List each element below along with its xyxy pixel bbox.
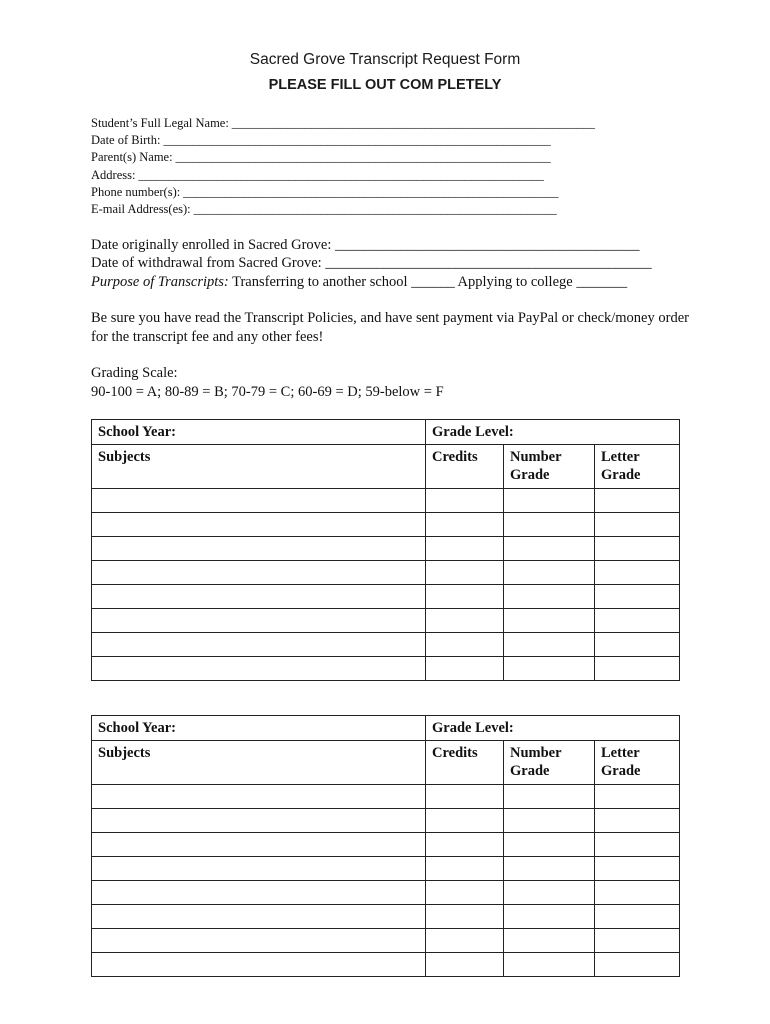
credits-cell[interactable] [426,809,504,833]
number-grade-cell[interactable] [504,785,595,809]
email-line[interactable]: ____________________________________________________________ [190,201,557,216]
table-row [92,657,680,681]
credits-cell[interactable] [426,881,504,905]
credits-cell[interactable] [426,785,504,809]
subject-cell[interactable] [92,537,426,561]
enrolled-date-line[interactable]: __________________________________________ [331,237,640,253]
credits-cell[interactable] [426,929,504,953]
subject-cell[interactable] [92,929,426,953]
letter-grade-cell[interactable] [595,785,680,809]
letter-grade-cell[interactable] [595,561,680,585]
number-grade-header-line2: Grade [510,763,550,779]
letter-grade-cell[interactable] [595,537,680,561]
enrolled-date-field[interactable] [91,236,691,254]
number-grade-cell[interactable] [504,489,595,513]
letter-grade-header-line2: Grade [601,763,641,779]
credits-cell[interactable] [426,537,504,561]
subject-cell[interactable] [92,561,426,585]
table-row [92,561,680,585]
number-grade-cell[interactable] [504,633,595,657]
subject-cell[interactable] [92,633,426,657]
table-row [92,809,680,833]
letter-grade-cell[interactable] [595,585,680,609]
grading-scale-values: 90-100 = A; 80-89 = B; 70-79 = C; 60-69 = D; 59-below = F [91,383,444,400]
letter-grade-cell[interactable] [595,609,680,633]
table-row [92,953,680,977]
number-grade-cell[interactable] [504,609,595,633]
letter-grade-cell[interactable] [595,489,680,513]
subjects-header: Subjects [92,445,426,489]
table-row [92,633,680,657]
letter-grade-cell[interactable] [595,929,680,953]
subject-cell[interactable] [92,809,426,833]
credits-cell[interactable] [426,657,504,681]
date-of-birth-label: Date of Birth: [91,133,161,148]
number-grade-cell[interactable] [504,857,595,881]
credits-cell[interactable] [426,905,504,929]
table-row [92,513,680,537]
student-name-field[interactable] [91,115,681,132]
credits-header: Credits [426,741,504,785]
form-subtitle: PLEASE FILL OUT COM PLETELY [268,77,502,93]
letter-grade-cell[interactable] [595,881,680,905]
purpose-label: Purpose of Transcripts: [91,273,229,290]
letter-grade-header [595,741,680,785]
number-grade-cell[interactable] [504,585,595,609]
table-row [92,537,680,561]
letter-grade-cell[interactable] [595,833,680,857]
subject-cell[interactable] [92,833,426,857]
credits-cell[interactable] [426,489,504,513]
table-row [92,905,680,929]
table-row [92,785,680,809]
purpose-field[interactable] [91,273,691,291]
number-grade-header-line1: Number [510,449,562,465]
number-grade-cell[interactable] [504,953,595,977]
table-row [92,609,680,633]
number-grade-cell[interactable] [504,657,595,681]
number-grade-cell[interactable] [504,881,595,905]
school-year-label: School Year: [98,720,176,736]
letter-grade-header [595,445,680,489]
table-row [92,489,680,513]
credits-cell[interactable] [426,513,504,537]
number-grade-cell[interactable] [504,905,595,929]
letter-grade-header-line2: Grade [601,467,641,483]
number-grade-cell[interactable] [504,809,595,833]
credits-cell[interactable] [426,609,504,633]
table-column-header-row [92,445,680,489]
student-name-line[interactable]: ____________________________________________________________ [228,116,595,130]
credits-cell[interactable] [426,833,504,857]
letter-grade-cell[interactable] [595,809,680,833]
grade-level-cell[interactable] [426,420,680,445]
number-grade-cell[interactable] [504,561,595,585]
table-row [92,881,680,905]
school-year-cell[interactable] [92,420,426,445]
credits-cell[interactable] [426,857,504,881]
credits-cell[interactable] [426,561,504,585]
subject-cell[interactable] [92,785,426,809]
grades-table-1 [91,419,680,681]
letter-grade-header-line1: Letter [601,449,640,465]
letter-grade-cell[interactable] [595,905,680,929]
table-row [92,857,680,881]
withdrawal-date-field[interactable] [91,254,691,272]
subject-cell[interactable] [92,585,426,609]
credits-cell[interactable] [426,585,504,609]
grades-table-2 [91,715,680,977]
credits-header: Credits [426,445,504,489]
table-header-row [92,420,680,445]
address-label: Address: [91,167,136,182]
subject-cell[interactable] [92,905,426,929]
letter-grade-cell[interactable] [595,953,680,977]
subject-cell[interactable] [92,489,426,513]
withdrawal-date-label: Date of withdrawal from Sacred Grove: [91,255,322,272]
subject-cell[interactable] [92,881,426,905]
grading-scale-label: Grading Scale: [91,365,178,381]
enrolled-date-label: Date originally enrolled in Sacred Grove: [91,237,332,253]
student-name-label: Student’s Full Legal Name: [91,116,229,130]
form-title: Sacred Grove Transcript Request Form [249,51,521,68]
subjects-header: Subjects [92,741,426,785]
number-grade-header [504,741,595,785]
parent-name-field[interactable] [91,149,681,166]
email-label: E-mail Address(es): [91,201,191,216]
number-grade-header [504,445,595,489]
grade-level-label: Grade Level: [432,720,514,736]
subject-cell[interactable] [92,513,426,537]
grade-level-label: Grade Level: [432,424,514,440]
address-line[interactable]: ___________________________________________________________________ [135,167,544,182]
school-year-label: School Year: [98,424,176,440]
subject-cell[interactable] [92,953,426,977]
table-row [92,833,680,857]
table-row [92,585,680,609]
letter-grade-cell[interactable] [595,657,680,681]
grading-scale [91,364,691,401]
email-field[interactable] [91,201,681,218]
payment-notice: Be sure you have read the Transcript Policies, and have sent payment via PayPal or check/money order for the transcript fee and any other fees! [91,310,689,345]
student-info-fields [91,115,681,218]
number-grade-cell[interactable] [504,833,595,857]
date-of-birth-field[interactable] [91,132,681,149]
number-grade-cell[interactable] [504,513,595,537]
credits-cell[interactable] [426,633,504,657]
address-field[interactable] [91,167,681,184]
number-grade-cell[interactable] [504,929,595,953]
number-grade-header-line1: Number [510,745,562,761]
subject-cell[interactable] [92,609,426,633]
purpose-options[interactable]: Transferring to another school ______ Applying to college _______ [228,273,628,290]
table-row [92,929,680,953]
phone-label: Phone number(s): [91,184,181,199]
subject-cell[interactable] [92,857,426,881]
letter-grade-header-line1: Letter [601,745,640,761]
date-of-birth-line[interactable]: ________________________________________________________________ [160,133,551,148]
parent-name-line[interactable]: ______________________________________________________________ [172,150,551,165]
table-header-row [92,716,680,741]
credits-cell[interactable] [426,953,504,977]
phone-line[interactable]: ______________________________________________________________ [180,184,559,199]
parent-name-label: Parent(s) Name: [91,150,173,165]
letter-grade-cell[interactable] [595,857,680,881]
grade-level-cell[interactable] [426,716,680,741]
school-year-cell[interactable] [92,716,426,741]
number-grade-cell[interactable] [504,537,595,561]
subject-cell[interactable] [92,657,426,681]
letter-grade-cell[interactable] [595,513,680,537]
withdrawal-date-line[interactable]: _____________________________________________ [321,255,652,272]
table-column-header-row [92,741,680,785]
letter-grade-cell[interactable] [595,633,680,657]
enrollment-fields [91,236,691,291]
number-grade-header-line2: Grade [510,467,550,483]
phone-field[interactable] [91,184,681,201]
